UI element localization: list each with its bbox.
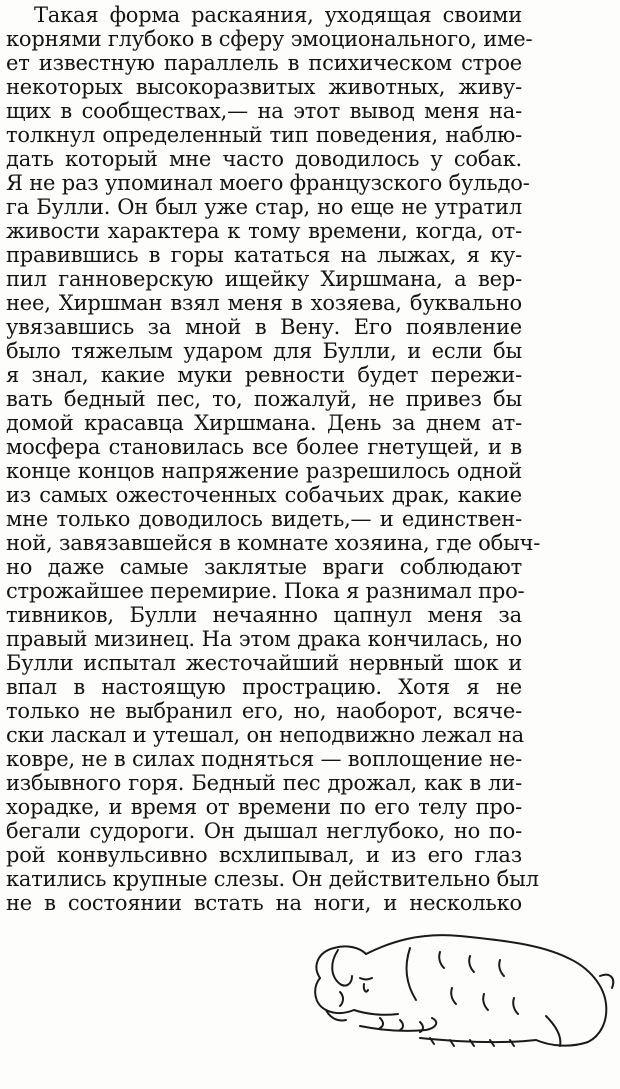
text-line: из самых ожесточенных собачьих драк, какие	[6, 483, 522, 507]
text-line: мне только доводилось видеть,— и единствен-	[6, 507, 522, 531]
text-line: мосфера становилась все более гнетущей, и в	[6, 435, 522, 459]
text-line: ет известную параллель в психическом строе	[6, 51, 522, 75]
text-line: Булли испытал жесточайший нервный шок и	[6, 651, 522, 675]
text-line: строжайшее перемирие. Пока я разнимал про-	[6, 579, 525, 603]
text-line: живости характера к тому времени, когда, от-	[6, 219, 522, 243]
text-line: Я не раз упоминал моего французского бульдо-	[6, 171, 530, 195]
text-line: только не выбранил его, но, наоборот, всяче-	[6, 699, 522, 723]
text-line: катились крупные слезы. Он действительно был	[6, 867, 539, 891]
text-line: избывного горя. Бедный пес дрожал, как в ли-	[6, 771, 522, 795]
sleeping-dog-drawing-icon	[300, 918, 618, 1068]
text-line: я знал, какие муки ревности будет пережи-	[6, 363, 522, 387]
text-line: дать который мне часто доводилось у собак.	[6, 147, 522, 171]
text-line: щих в сообществах,— на этот вывод меня на-	[6, 99, 522, 123]
text-line: хорадке, и время от времени по его телу про-	[6, 795, 522, 819]
text-line: нее, Хиршман взял меня в хозяева, буквально	[6, 291, 522, 315]
text-line: Такая форма раскаяния, уходящая своими	[34, 3, 522, 27]
text-line: ски ласкал и утешал, он неподвижно лежал на	[6, 723, 524, 747]
text-line: корнями глубоко в сферу эмоционального, име-	[6, 27, 533, 51]
text-line: пил ганноверскую ищейку Хиршмана, а вер-	[6, 267, 522, 291]
text-line: но даже самые заклятые враги соблюдают	[6, 555, 522, 579]
text-line: правившись в горы кататься на лыжах, я ку-	[6, 243, 522, 267]
text-line: рой конвульсивно всхлипывал, и из его глаз	[6, 843, 522, 867]
text-line: впал в настоящую прострацию. Хотя я не	[6, 675, 522, 699]
text-line: га Булли. Он был уже стар, но еще не утратил	[6, 195, 522, 219]
text-line: конце концов напряжение разрешилось одной	[6, 459, 522, 483]
text-line: вать бедный пес, то, пожалуй, не привез бы	[6, 387, 522, 411]
text-line: тивников, Булли нечаянно цапнул меня за	[6, 603, 522, 627]
text-line: не в состоянии встать на ноги, и несколько	[6, 891, 522, 915]
text-line: ной, завязавшейся в комнате хозяина, где обыч-	[6, 531, 541, 555]
text-line: толкнул определенный тип поведения, наблю-	[6, 123, 522, 147]
text-line: некоторых высокоразвитых животных, живу-	[6, 75, 522, 99]
text-line: бегали судороги. Он дышал неглубоко, но по-	[6, 819, 522, 843]
text-line: увязавшись за мной в Вену. Его появление	[6, 315, 522, 339]
text-line: ковре, не в силах подняться — воплощение не-	[6, 747, 522, 771]
text-line: правый мизинец. На этом драка кончилась, но	[6, 627, 522, 651]
text-line: было тяжелым ударом для Булли, и если бы	[6, 339, 522, 363]
text-line: домой красавца Хиршмана. День за днем ат-	[6, 411, 522, 435]
